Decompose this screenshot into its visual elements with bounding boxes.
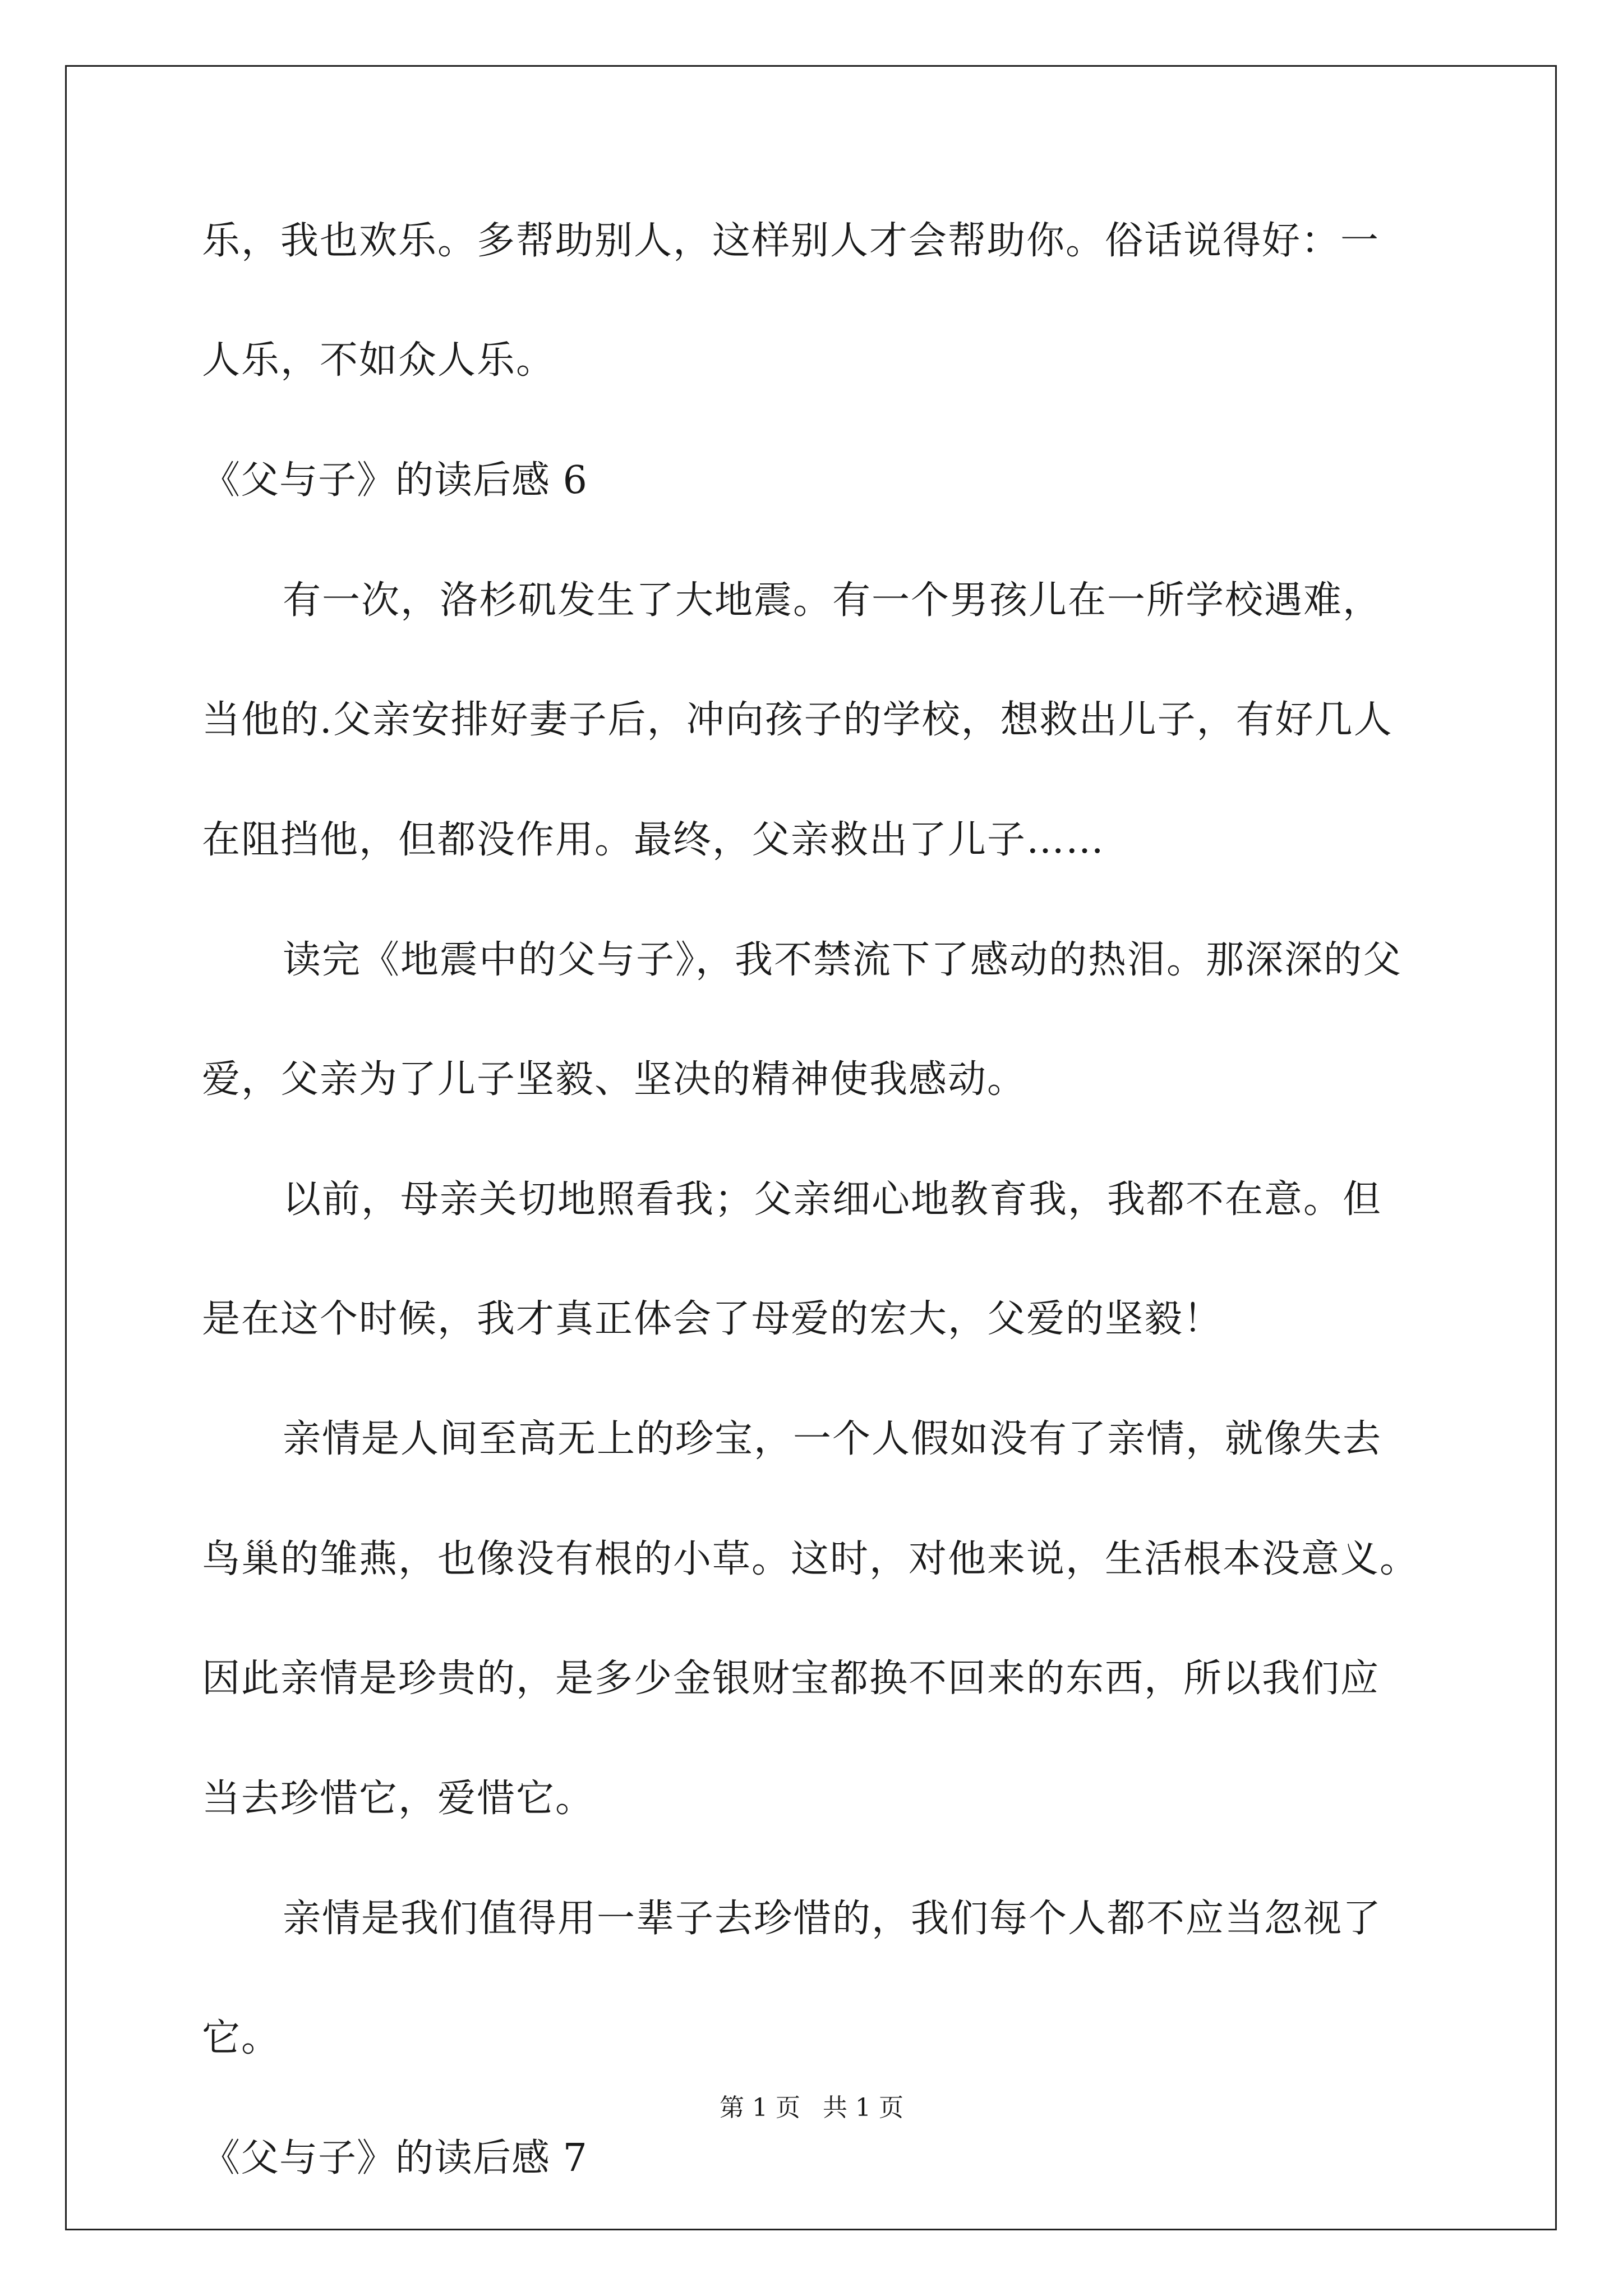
- paragraph-line: 亲情是我们值得用一辈子去珍惜的，我们每个人都不应当忽视了: [283, 1897, 1382, 1941]
- paragraph-line: 以前，母亲关切地照看我；父亲细心地教育我，我都不在意。但: [283, 1177, 1382, 1222]
- paragraph-line: 在阻挡他，但都没作用。最终，父亲救出了儿子……: [202, 818, 1105, 862]
- paragraph-line: 爱，父亲为了儿子坚毅、坚决的精神使我感动。: [202, 1057, 1027, 1102]
- paragraph-line: 鸟巢的雏燕，也像没有根的小草。这时，对他来说，生活根本没意义。: [202, 1537, 1419, 1581]
- paragraph-line: 乐，我也欢乐。多帮助别人，这样别人才会帮助你。俗话说得好：一: [202, 219, 1380, 263]
- page-number: 第 1 页: [720, 2093, 800, 2122]
- paragraph-line: 当他的.父亲安排好妻子后，冲向孩子的学校，想救出儿子，有好几人: [202, 698, 1393, 742]
- paragraph-line: 当去珍惜它，爱惜它。: [202, 1777, 595, 1821]
- page-total: 共 1 页: [823, 2093, 903, 2122]
- section-heading: 《父与子》的读后感 6: [202, 458, 588, 503]
- section-heading: 《父与子》的读后感 7: [202, 2136, 588, 2180]
- paragraph-line: 亲情是人间至高无上的珍宝，一个人假如没有了亲情，就像失去: [283, 1417, 1382, 1461]
- paragraph-line: 人乐，不如众人乐。: [202, 338, 556, 383]
- paragraph-line: 它。: [202, 2016, 281, 2060]
- paragraph-line: 因此亲情是珍贵的，是多少金银财宝都换不回来的东西，所以我们应: [202, 1657, 1380, 1701]
- paragraph-line: 有一次，洛杉矶发生了大地震。有一个男孩儿在一所学校遇难，: [283, 578, 1382, 623]
- paragraph-line: 是在这个时候，我才真正体会了母爱的宏大，父爱的坚毅！: [202, 1297, 1223, 1341]
- paragraph-line: 读完《地震中的父与子》，我不禁流下了感动的热泪。那深深的父: [283, 938, 1403, 982]
- page-footer: [0, 2091, 1623, 2125]
